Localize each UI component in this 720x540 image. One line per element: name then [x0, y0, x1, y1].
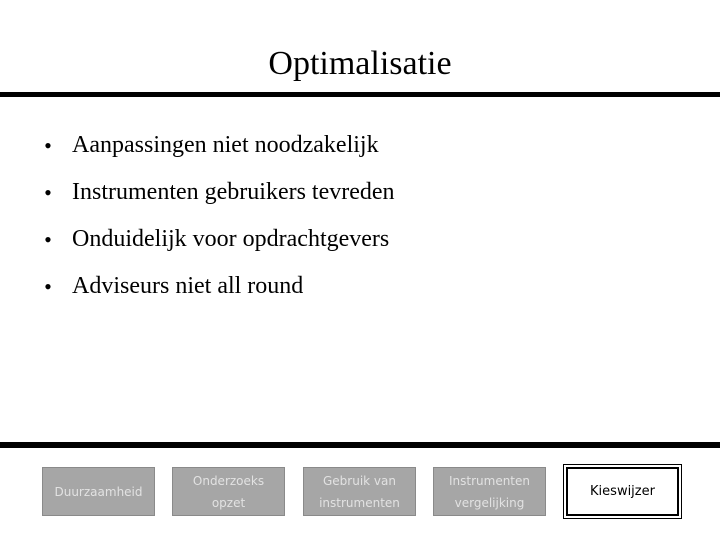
- bullet-text: Instrumenten gebruikers tevreden: [72, 179, 395, 205]
- nav-button-label-line1: Onderzoeks: [192, 473, 265, 488]
- nav-button-kieswijzer[interactable]: [566, 467, 679, 516]
- bullet-icon: •: [44, 274, 52, 299]
- nav-button-label-line1: Instrumenten: [448, 473, 530, 488]
- bullet-icon: •: [44, 180, 52, 205]
- nav-button-label: Duurzaamheid: [54, 484, 143, 499]
- bullet-text: Adviseurs niet all round: [72, 273, 304, 299]
- slide-title: Optimalisatie: [268, 45, 452, 82]
- bullet-icon: •: [44, 227, 52, 252]
- nav-button-label-line2: instrumenten: [319, 495, 400, 510]
- bullet-item: [0, 216, 720, 263]
- bullet-text: Onduidelijk voor opdrachtgevers: [72, 226, 390, 252]
- nav-button-label-line2: vergelijking: [454, 495, 525, 510]
- bullet-item: [0, 263, 720, 310]
- nav-button-gebruik-van-instrumenten[interactable]: [303, 467, 416, 516]
- nav-button-duurzaamheid[interactable]: [42, 467, 155, 516]
- bullet-icon: •: [44, 133, 52, 158]
- title-divider: [0, 92, 720, 97]
- nav-button-label: [319, 470, 400, 514]
- nav-button-label: [193, 470, 264, 514]
- nav-button-instrumenten-vergelijking[interactable]: [433, 467, 546, 516]
- nav-button-label-line1: Gebruik van: [323, 473, 396, 488]
- navigation-bar: [0, 448, 720, 540]
- bullet-list: [0, 122, 720, 310]
- nav-button-label-line2: opzet: [211, 495, 246, 510]
- bullet-text: Aanpassingen niet noodzakelijk: [72, 132, 379, 158]
- nav-button-label: [449, 470, 530, 514]
- bullet-item: [0, 122, 720, 169]
- nav-button-onderzoeks-opzet[interactable]: [172, 467, 285, 516]
- bullet-item: [0, 169, 720, 216]
- nav-button-label: Kieswijzer: [590, 483, 655, 499]
